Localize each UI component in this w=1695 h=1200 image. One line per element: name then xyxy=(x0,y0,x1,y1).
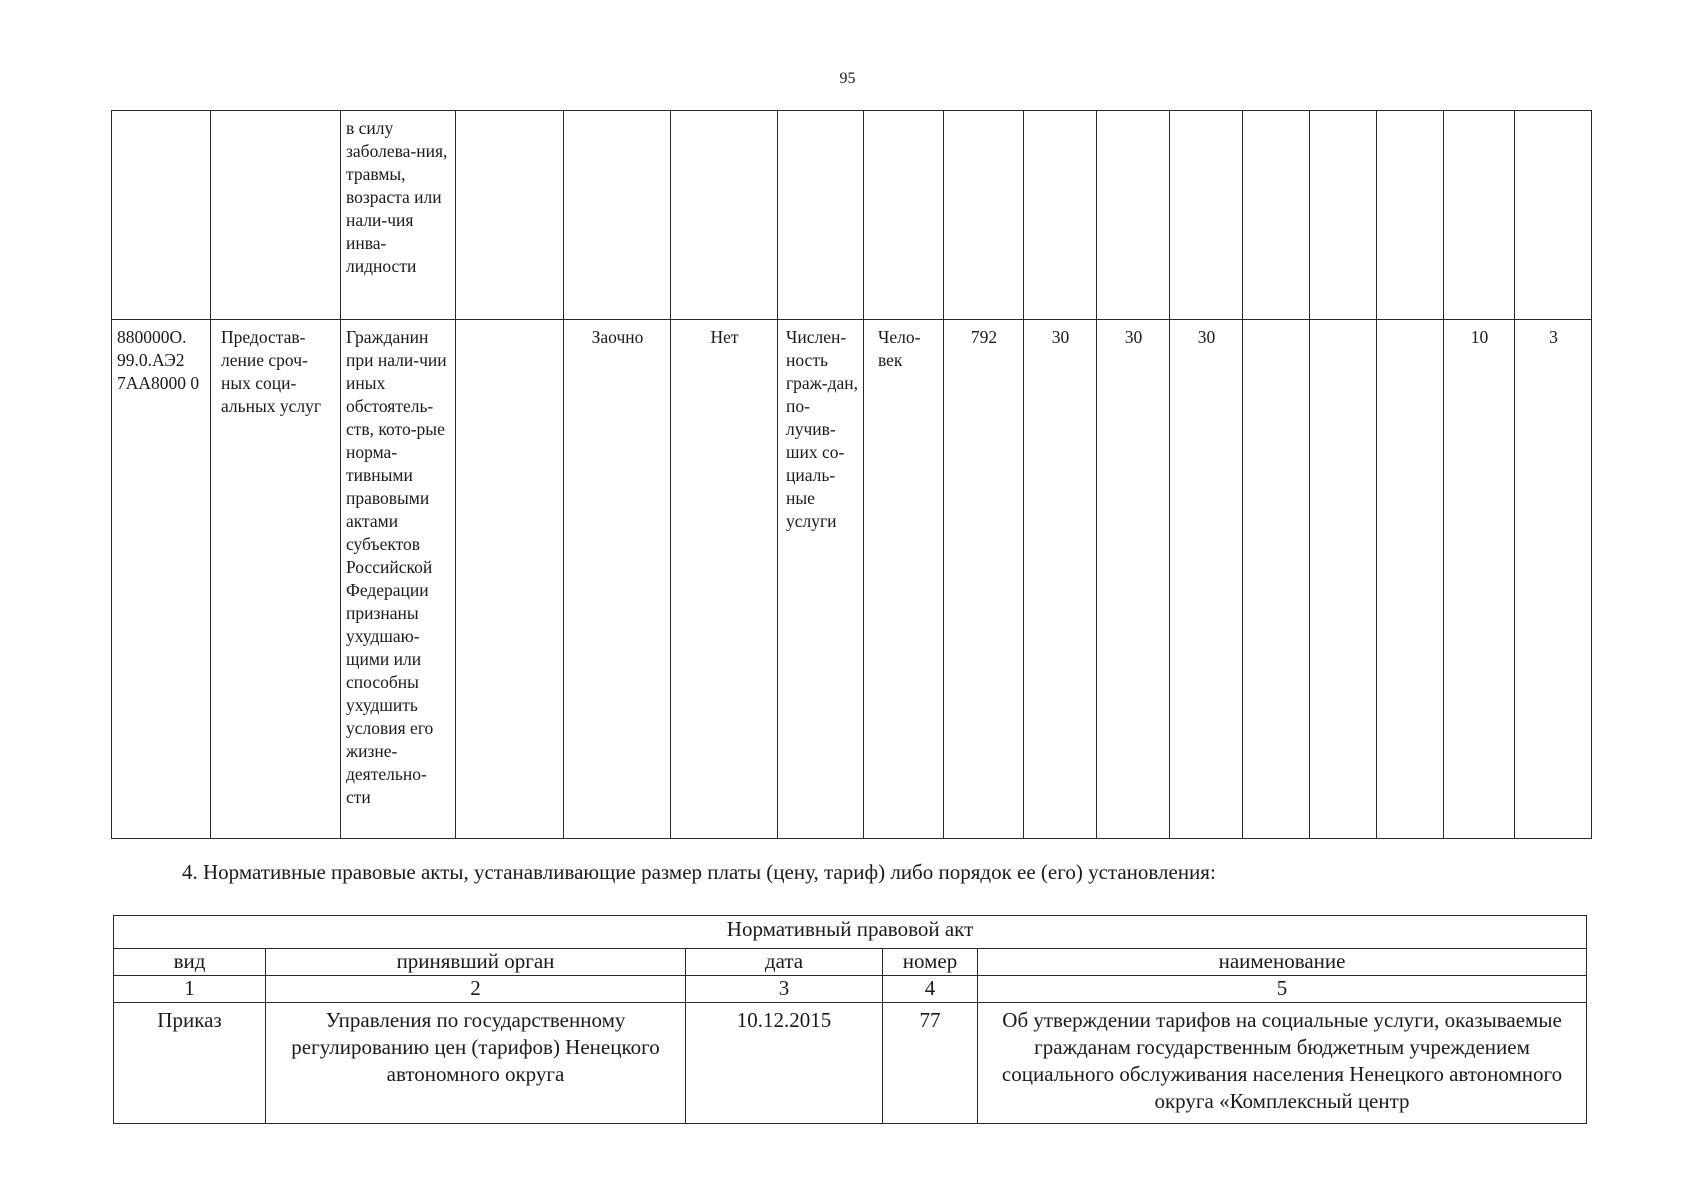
value-cell: 3 xyxy=(1515,320,1592,839)
column-number: 4 xyxy=(883,976,978,1003)
indicator-cell: Числен-ность граж-дан, по-лучив-ших со-циаль-ные услуги xyxy=(778,320,864,839)
column-number: 5 xyxy=(978,976,1587,1003)
flag-cell: Нет xyxy=(671,320,778,839)
service-name-cell: Предостав-ление сроч-ных соци-альных услуг xyxy=(211,320,341,839)
legal-acts-table xyxy=(113,915,1587,1124)
number-cell: 77 xyxy=(883,1003,978,1124)
category-cell: Гражданин при нали-чии иных обстоятель-ств, кото-рые норма-тивными правовыми актами субъектов Российской Федерации признаны ухудшаю-щими или способны ухудшить условия его жизне-деятельно-сти xyxy=(341,320,456,839)
okei-code-cell: 792 xyxy=(944,320,1024,839)
act-title-cell: Об утверждении тарифов на социальные услуги, оказываемые гражданам государственным бюджетным учреждением социального обслуживания населения Ненецкого автономного округа «Комплексный центр xyxy=(978,1003,1587,1124)
services-table xyxy=(111,110,1592,839)
registry-code-cell: 880000О. 99.0.АЭ2 7АА8000 0 xyxy=(112,320,211,839)
value-cell: 30 xyxy=(1170,320,1243,839)
value-cell: 30 xyxy=(1097,320,1170,839)
column-header: вид xyxy=(114,949,266,976)
column-header: дата xyxy=(686,949,883,976)
column-header: номер xyxy=(883,949,978,976)
value-cell: 30 xyxy=(1024,320,1097,839)
column-header: наименование xyxy=(978,949,1587,976)
section-4-heading: 4. Нормативные правовые акты, устанавливающие размер платы (цену, тариф) либо порядок ее (его) установления: xyxy=(182,860,1216,884)
category-cell: в силу заболева-ния, травмы, возраста или нали-чия инва-лидности xyxy=(341,111,456,320)
column-number: 1 xyxy=(114,976,266,1003)
column-number: 3 xyxy=(686,976,883,1003)
table-row xyxy=(112,320,1592,839)
column-header: принявший орган xyxy=(266,949,686,976)
value-cell: 10 xyxy=(1444,320,1515,839)
group-header: Нормативный правовой акт xyxy=(114,916,1587,949)
unit-cell: Чело-век xyxy=(864,320,944,839)
authority-cell: Управления по государственному регулированию цен (тарифов) Ненецкого автономного округа xyxy=(266,1003,686,1124)
page-number: 95 xyxy=(839,70,856,87)
date-cell: 10.12.2015 xyxy=(686,1003,883,1124)
act-type-cell: Приказ xyxy=(114,1003,266,1124)
column-number: 2 xyxy=(266,976,686,1003)
table-row xyxy=(114,1003,1587,1124)
form-cell: Заочно xyxy=(564,320,671,839)
table-row xyxy=(112,111,1592,320)
